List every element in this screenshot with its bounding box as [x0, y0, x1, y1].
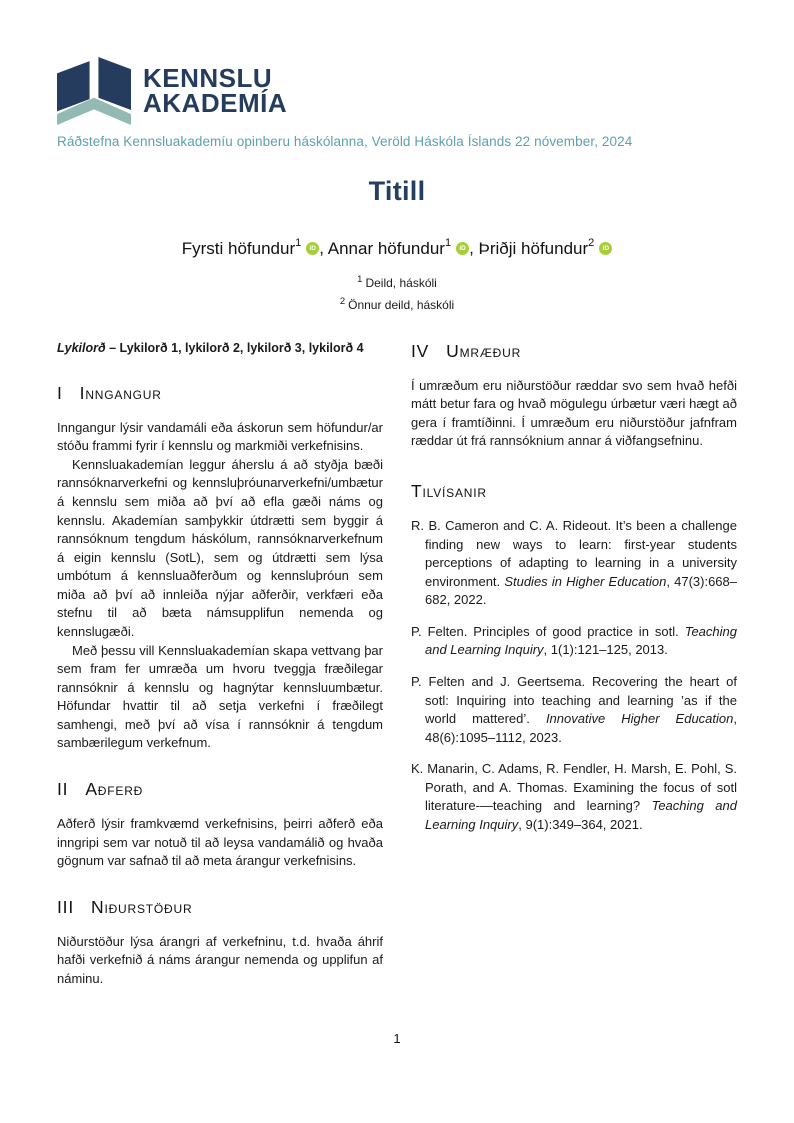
reference-entry — [411, 517, 737, 610]
reference-text: P. Felten and J. Geertsema. Recovering the heart of sotl: Inquiring into teaching and learning ’as if the world mattered’. — [411, 674, 737, 727]
author-1-name: Fyrsti höfundur — [181, 238, 296, 258]
reference-entry — [411, 673, 737, 747]
affiliation-2-label: Önnur deild, háskóli — [348, 297, 455, 312]
keywords-text: – Lykilorð 1, lykilorð 2, lykilorð 3, lykilorð 4 — [105, 340, 364, 355]
logo-wordmark — [143, 63, 288, 118]
section-heading-nidurstodur — [57, 897, 383, 918]
logo — [57, 57, 737, 125]
left-column — [57, 341, 383, 989]
author-1-affmark: 1 — [295, 237, 302, 249]
author-separator: , — [319, 238, 328, 258]
paragraph: Inngangur lýsir vandamáli eða áskorun sem höfundur/ar stóðu frammi fyrir í kennslu og markmiði verkefnisins. — [57, 419, 383, 454]
author-1 — [182, 239, 320, 258]
affiliation-1 — [57, 272, 737, 294]
orcid-icon[interactable]: iD — [599, 242, 612, 255]
author-2-affmark: 1 — [444, 237, 452, 249]
two-column-content — [57, 341, 737, 989]
paragraph: Með þessu vill Kennsluakademían skapa vettvang þar sem fram fer umræða um hvoru tveggja fræðilegar rannsóknir á kennslu og hagnýtar kennsluumbætur. Höfundar hvattir til að setja verkefni í fræðilegt samhengi, með því að vísa í rannsóknir á tengdum sambærilegum verkefnum. — [57, 642, 383, 751]
kennsluakademia-logo-icon — [57, 57, 131, 125]
references-heading: Tilvísanir — [411, 480, 487, 501]
logo-line1: KENNSLU — [143, 63, 273, 94]
section-heading-inngangur — [57, 383, 383, 404]
reference-journal: Teaching and Learning Inquiry — [425, 623, 737, 658]
paragraph: Kennsluakademían leggur áherslu á að styðja bæði rannsóknarverkefni og kennsluþróunarverkefni/umbætur á kennslu sem miða að því að efla gæði náms og kennslu. Akademían samþykkir útdrætti sem byggir á rannsóknum tengdum háskólum, rannsóknarverkefnum á eigin kennslu (SotL), sem og útdrætti sem lýsa umbótum á kennsluaðferðum og kennsluþróun sem miða að því að innleiða nýjar aðferðir, verkfæri eða stefnu til að bæta námsupplifun nemenda og kennslugæði. — [57, 456, 383, 640]
section-title: Umræður — [446, 340, 522, 361]
affiliation-2-mark: 2 — [339, 295, 346, 307]
paragraph: Niðurstöður lýsa árangri af verkefninu, t.d. hvaða áhrif hafði verkefnið á náms árangur nemenda og upplifun af náminu. — [57, 933, 383, 986]
section-heading-umraedur — [411, 341, 737, 362]
reference-text: , 47(3):668–682, 2022. — [425, 573, 738, 608]
section-number: I — [57, 382, 63, 403]
orcid-icon[interactable]: iD — [456, 242, 469, 255]
author-2 — [328, 239, 469, 258]
section-number: IV — [411, 340, 430, 361]
reference-journal: Innovative Higher Education — [545, 711, 734, 727]
reference-text: P. Felten. Principles of good practice in sotl. — [411, 623, 685, 639]
page-title: Titill — [368, 176, 426, 206]
reference-entry — [411, 623, 737, 660]
reference-journal: Teaching and Learning Inquiry — [425, 798, 737, 833]
author-line — [57, 238, 737, 259]
author-3-name: Þriðji höfundur — [478, 238, 589, 258]
affiliation-1-mark: 1 — [357, 273, 363, 285]
paragraph: Í umræðum eru niðurstöður ræddar svo sem hvað hefði mátt betur fara og hvað mögulegu úrbætur væri hægt að gera í framtíðinni. Í umræðum eru niðurstöður jafnfram ræddar út frá rannsóknium annar á viðfangsefninu. — [411, 377, 737, 449]
reference-text: R. B. Cameron and C. A. Rideout. It’s been a challenge finding new ways to learn: first-year students perceptions of adapting to learning in a university environment. — [411, 517, 737, 589]
reference-journal: Studies in Higher Education — [504, 573, 667, 589]
reference-text: K. Manarin, C. Adams, R. Fendler, H. Marsh, E. Pohl, S. Porath, and A. Thomas. Examining the focus of sotl literature-—teaching and learning? — [411, 761, 737, 814]
author-separator: , — [469, 238, 479, 258]
affiliations — [57, 272, 737, 316]
right-column — [411, 341, 737, 989]
page-number: 1 — [393, 1031, 401, 1046]
section-title: Aðferð — [85, 779, 144, 800]
author-3 — [479, 239, 613, 258]
orcid-icon[interactable]: iD — [306, 242, 319, 255]
section-number: II — [57, 779, 69, 800]
logo-line2: AKADEMÍA — [143, 88, 288, 118]
keywords-label: Lykilorð — [57, 340, 106, 355]
paragraph: Aðferð lýsir framkvæmd verkefnisins, þeirri aðferð eða inngripi sem var notuð til að leysa vandamálið og hvaða gögnum var safnað til að meta árangur verkefnisins. — [57, 816, 383, 869]
section-heading-adferd — [57, 779, 383, 800]
reference-text: , 1(1):121–125, 2013. — [543, 642, 668, 658]
author-2-name: Annar höfundur — [327, 238, 445, 258]
affiliation-2 — [57, 294, 737, 316]
section-title: Niðurstöður — [91, 896, 193, 917]
section-number: III — [57, 896, 74, 917]
keywords-line — [57, 341, 383, 355]
reference-text: , 9(1):349–364, 2021. — [518, 817, 643, 833]
author-3-affmark: 2 — [588, 237, 595, 249]
header — [57, 57, 737, 149]
reference-entry — [411, 760, 737, 834]
reference-text: , 48(6):1095–1112, 2023. — [425, 711, 737, 745]
conference-line: Ráðstefna Kennsluakademíu opinberu háskólanna, Veröld Háskóla Íslands 22 nóvember, 2024 — [57, 134, 633, 149]
section-title: Inngangur — [79, 382, 162, 403]
affiliation-1-label: Deild, háskóli — [365, 275, 437, 290]
